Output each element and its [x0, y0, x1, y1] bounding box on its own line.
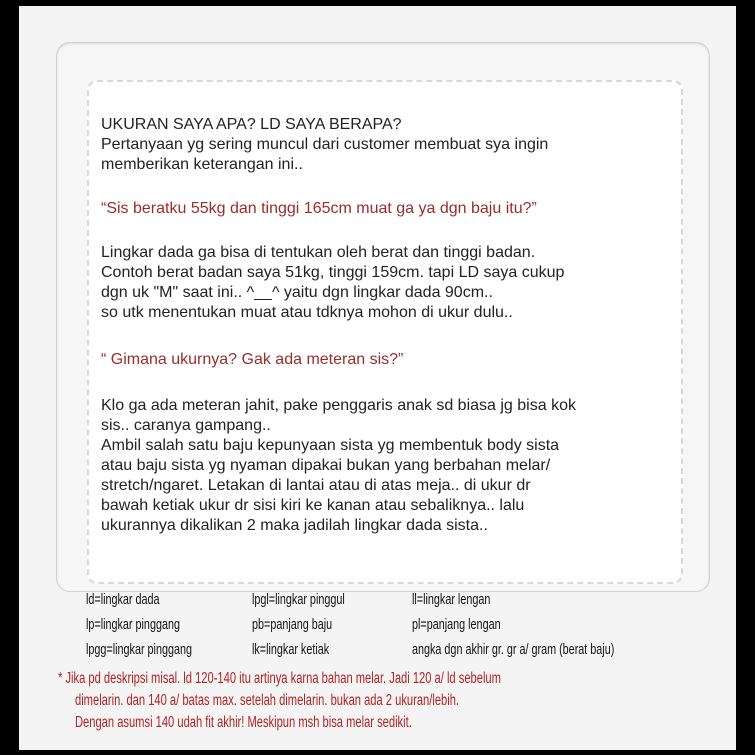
para1-line: Contoh berat badan saya 51kg, tinggi 159cm. tapi LD saya cukup — [101, 264, 565, 281]
legend-item: lpgg=lingkar pinggang — [86, 641, 192, 658]
intro-line: memberikan keterangan ini.. — [101, 156, 303, 173]
para2-line: atau baju sista yg nyaman dipakai bukan yang berbahan melar/ — [101, 457, 551, 474]
para1-line: dgn uk "M" saat ini.. ^__^ yaitu dgn lingkar dada 90cm.. — [101, 284, 493, 301]
legend-item: lk=lingkar ketiak — [252, 641, 330, 658]
legend-item: pb=panjang baju — [252, 616, 333, 633]
para2-line: ukurannya dikalikan 2 maka jadilah lingkar dada sista.. — [101, 517, 488, 534]
legend-item: lp=lingkar pinggang — [86, 616, 180, 633]
heading: UKURAN SAYA APA? LD SAYA BERAPA? — [101, 116, 402, 133]
note-line: Dengan asumsi 140 udah fit akhir! Meskipun msh bisa melar sedikit. — [75, 714, 412, 731]
intro-line: Pertanyaan yg sering muncul dari customer membuat sya ingin — [101, 136, 549, 153]
para2-line: Ambil salah satu baju kepunyaan sista yg membentuk body sista — [101, 437, 560, 454]
para2-line: bawah ketiak ukur dr sisi kiri ke kanan atau sebaliknya.. lalu — [101, 497, 525, 514]
quote-question-2: “ Gimana ukurnya? Gak ada meteran sis?” — [101, 351, 404, 368]
legend-item: pl=panjang lengan — [412, 616, 501, 633]
legend-item: lpgl=lingkar pinggul — [252, 591, 345, 608]
para2-line: Klo ga ada meteran jahit, pake penggaris anak sd biasa jg bisa kok — [101, 397, 576, 414]
para2-line: sis.. caranya gampang.. — [101, 417, 271, 434]
note-line: dimelarin. dan 140 a/ batas max. setelah dimelarin. bukan ada 2 ukuran/lebih. — [75, 692, 460, 709]
note-line: * Jika pd deskripsi misal. ld 120-140 itu artinya karna bahan melar. Jadi 120 a/ ld sebelum — [58, 670, 501, 687]
para1-line: Lingkar dada ga bisa di tentukan oleh berat dan tinggi badan. — [101, 244, 536, 261]
para2-line: stretch/ngaret. Letakan di lantai atau di atas meja.. di ukur dr — [101, 477, 531, 494]
legend-item: ll=lingkar lengan — [412, 591, 491, 608]
legend-item: angka dgn akhir gr. gr a/ gram (berat baju) — [412, 641, 615, 658]
legend-item: ld=lingkar dada — [86, 591, 160, 608]
quote-question-1: “Sis beratku 55kg dan tinggi 165cm muat ga ya dgn baju itu?” — [101, 200, 537, 217]
para1-line: so utk menentukan muat atau tdknya mohon di ukur dulu.. — [101, 304, 513, 321]
